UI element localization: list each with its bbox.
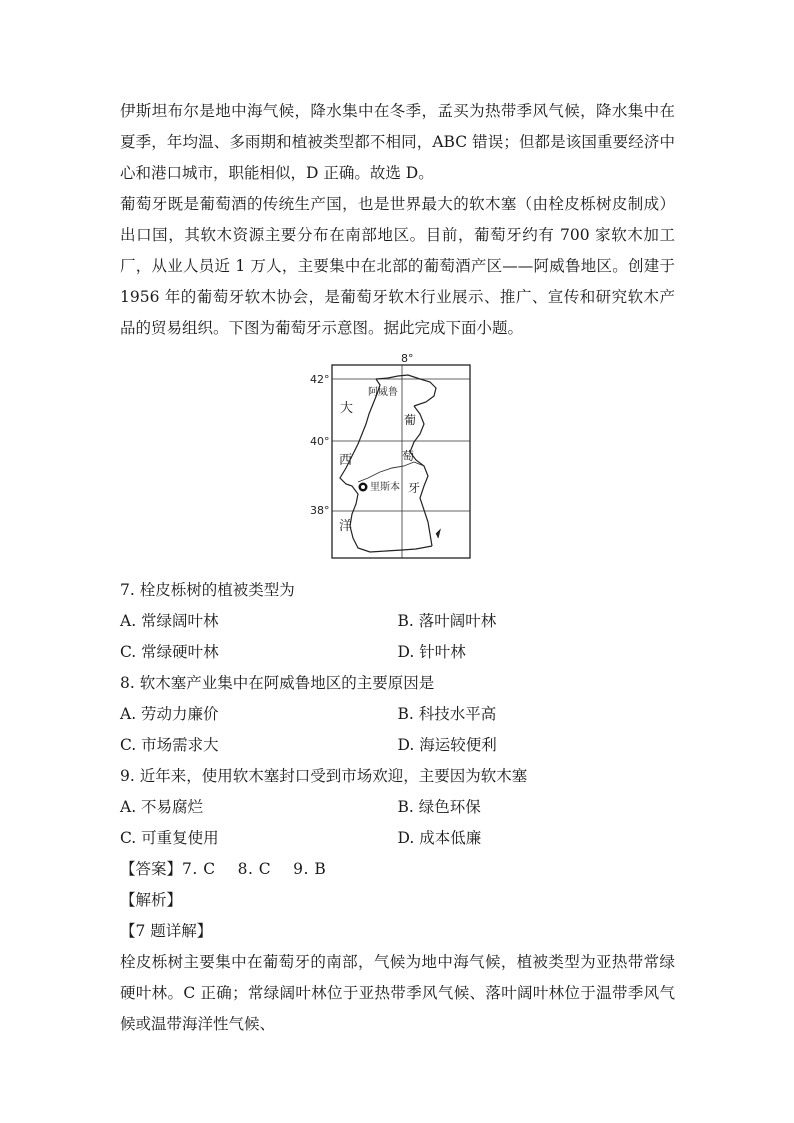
option-b: B. 科技水平高 [397,705,497,723]
tagus-river [358,462,424,482]
option-row [120,823,675,854]
option-c: C. 常绿硬叶林 [120,643,219,661]
question-stem: 7. 栓皮栎树的植被类型为 [120,581,295,599]
aveiro-label: 阿威鲁 [368,387,398,398]
question-8 [120,668,675,761]
option-c: C. 可重复使用 [120,829,219,847]
question-stem: 8. 软木塞产业集中在阿威鲁地区的主要原因是 [120,674,435,692]
answer-8: 8. C [237,860,272,878]
lon-label-8: 8° [401,352,414,365]
option-row [120,606,675,637]
lisbon-city-marker-center [361,485,365,489]
option-row [120,730,675,761]
ocean-char-3: 洋 [339,519,353,534]
option-b: B. 绿色环保 [397,798,481,816]
country-char-3: 牙 [408,481,421,495]
paragraph-portugal-intro: 葡萄牙既是葡萄酒的传统生产国，也是世界最大的软木塞（由栓皮栎树皮制成）出口国，其软木资源主要分布在南部地区。目前，葡萄牙约有 700 家软木加工厂，从业人员近 1 万人，主要集中在北部的葡萄酒产区——阿威鲁地区。创建于 1956 年的葡萄牙软木协会，是葡萄牙软木行业展示、推广、宣传和研究软木产品的贸易组织。下图为葡萄牙示意图。据此完成下面小题。 [120,195,675,337]
question-9 [120,761,675,854]
answer-line [120,854,675,885]
option-row [120,699,675,730]
map-frame [332,365,470,558]
option-d: D. 海运较便利 [397,736,497,754]
option-c: C. 市场需求大 [120,736,219,754]
option-d: D. 成本低廉 [397,829,482,847]
eastern-border [410,406,432,546]
detail-paragraph: 栓皮栎树主要集中在葡萄牙的南部，气候为地中海气候，植被类型为亚热带常绿硬叶林。C 正确；常绿阔叶林位于亚热带季风气候、落叶阔叶林位于温带季风气候或温带海洋性气候、 [120,953,675,1033]
analysis-heading: 【解析】 [120,891,183,909]
coast-marker [436,530,440,538]
option-b: B. 落叶阔叶林 [397,612,497,630]
question-stem: 9. 近年来，使用软木塞封口受到市场欢迎，主要因为软木塞 [120,767,528,785]
intro-text [120,96,675,344]
option-row [120,792,675,823]
answer-7: 7. C [182,860,216,878]
ocean-char-2: 西 [339,453,353,468]
question-7 [120,575,675,668]
answer-label: 【答案】 [120,860,183,878]
country-char-1: 葡 [404,413,417,427]
lat-label-38: 38° [310,504,330,517]
option-row [120,637,675,668]
lat-label-40: 40° [310,435,330,448]
paragraph-istanbul-analysis: 伊斯坦布尔是地中海气候，降水集中在冬季，孟买为热带季风气候，降水集中在夏季，年均温、多雨期和植被类型都不相同，ABC 错误；但都是该国重要经济中心和港口城市，职能相似，D 正确。故选 D。 [120,102,675,182]
option-a: A. 不易腐烂 [120,798,204,816]
option-a: A. 常绿阔叶林 [120,612,219,630]
portugal-map-figure [296,352,496,567]
option-a: A. 劳动力廉价 [120,705,219,723]
lisbon-label: 里斯本 [370,482,400,493]
lat-label-42: 42° [310,373,330,386]
portugal-map [296,352,496,567]
ocean-char-1: 大 [340,401,354,416]
answer-9: 9. B [293,860,327,878]
detail-heading: 【7 题详解】 [120,922,213,940]
question-group [120,575,675,1040]
country-char-2: 萄 [402,449,415,463]
option-d: D. 针叶林 [397,643,466,661]
